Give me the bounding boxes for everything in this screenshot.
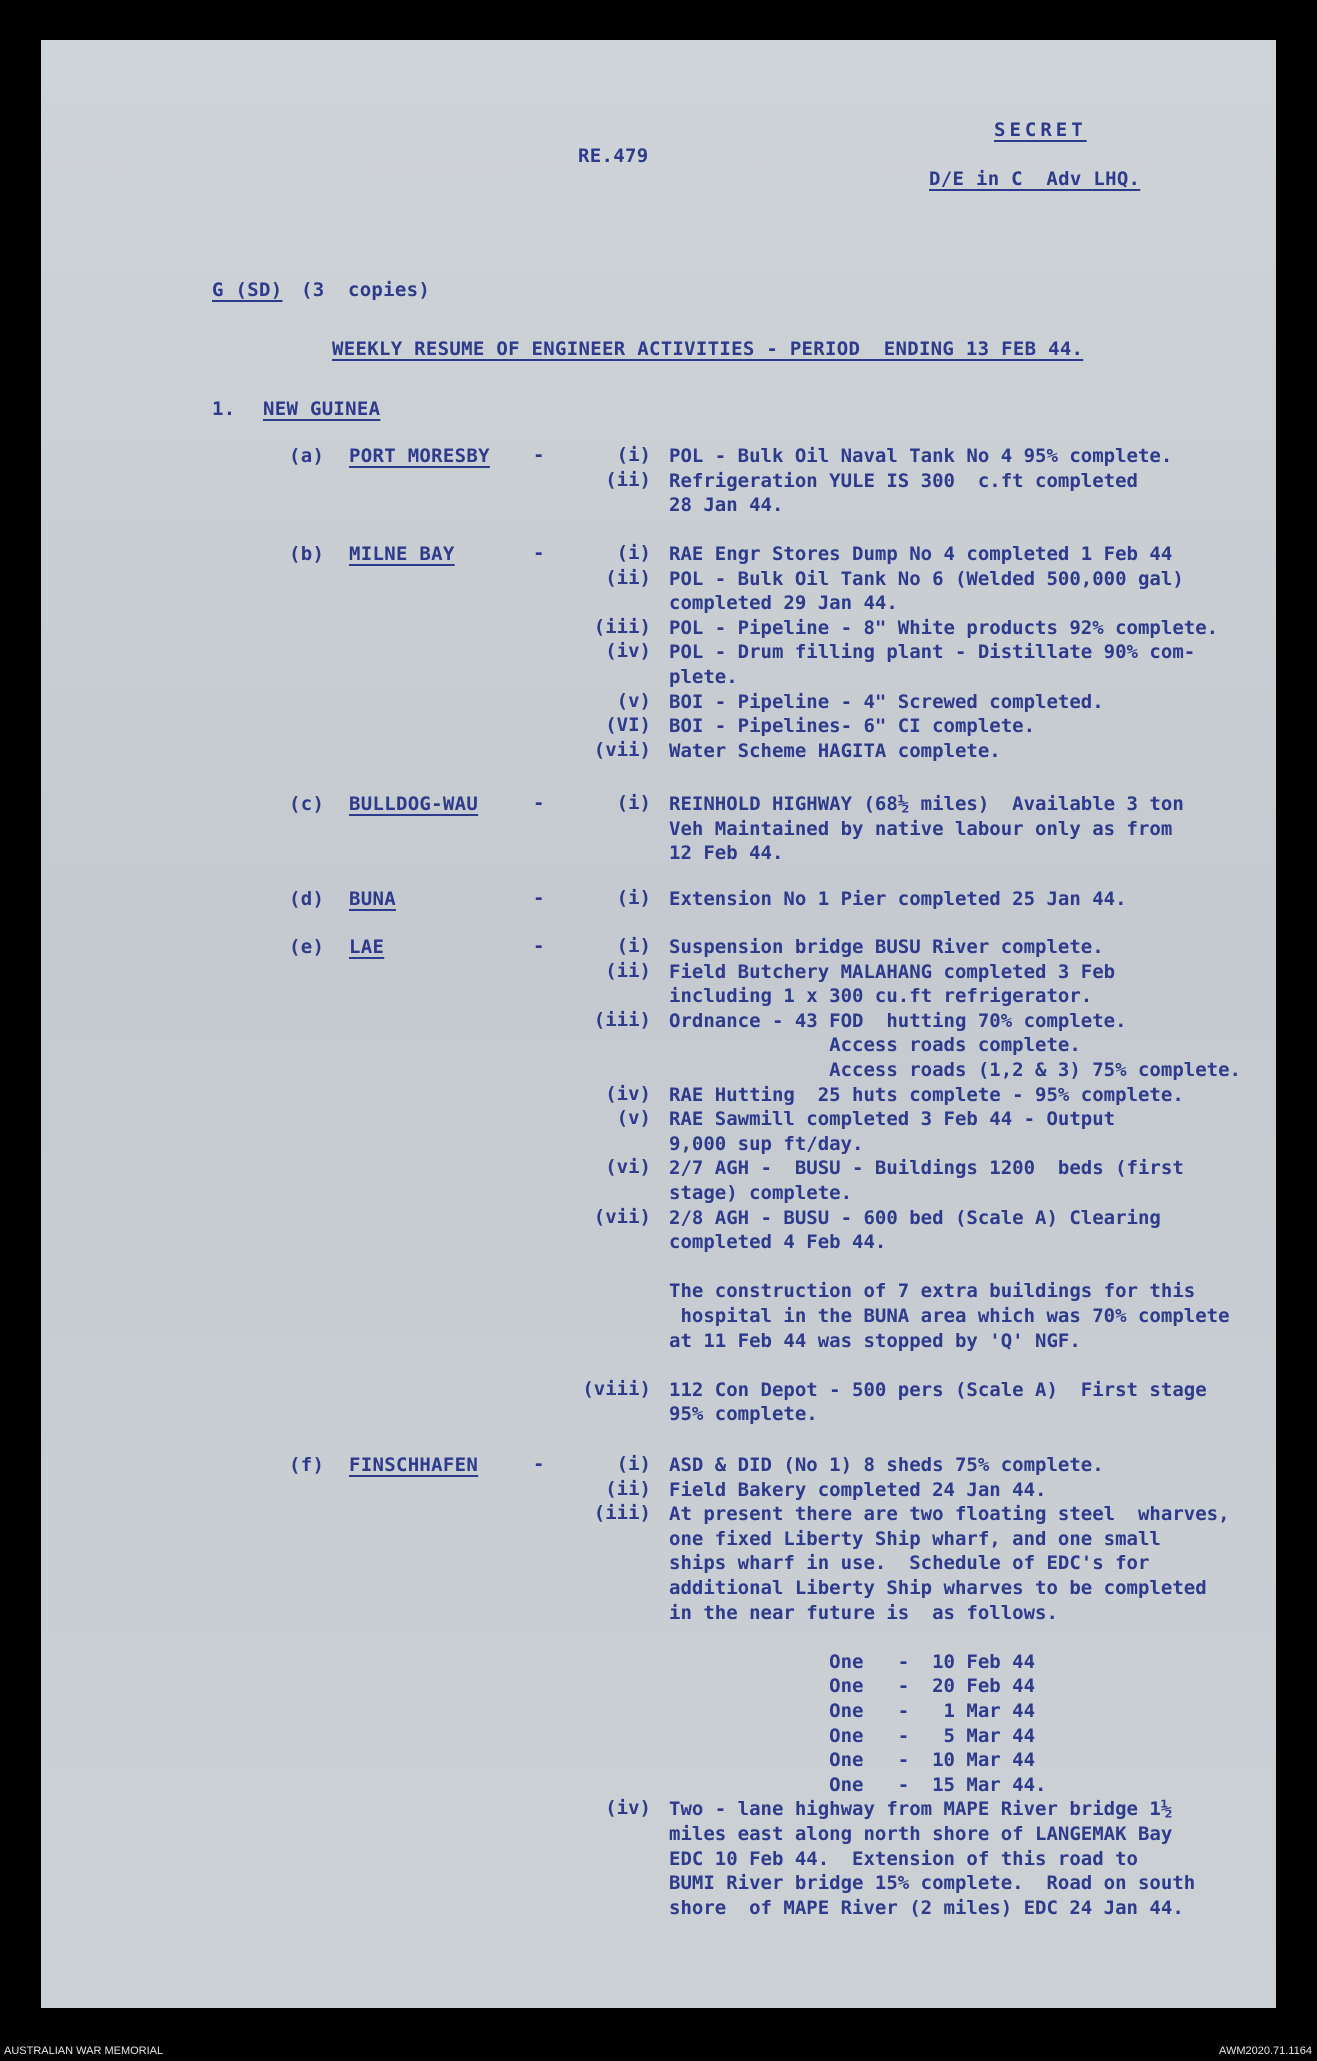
place-dash: - — [533, 887, 545, 909]
item-number: (viii) — [582, 1377, 651, 1400]
item-line: One - 10 Mar 44 — [669, 1749, 1036, 1772]
item-line: shore of MAPE River (2 miles) EDC 24 Jan 44. — [669, 1896, 1184, 1919]
place-letter: (e) — [289, 936, 325, 958]
item-line: One - 20 Feb 44 — [669, 1675, 1036, 1698]
item-line — [669, 1255, 1269, 1280]
item-number: (v) — [616, 689, 651, 712]
item-text — [669, 567, 1269, 616]
item-line: Extension No 1 Pier completed 25 Jan 44. — [669, 888, 1127, 910]
item-line: ASD & DID (No 1) 8 sheds 75% complete. — [669, 1454, 1104, 1476]
item-number: (i) — [616, 935, 651, 957]
item-line: additional Liberty Ship wharves to be completed — [669, 1576, 1207, 1599]
item-number: (vii) — [593, 1205, 651, 1228]
item-text — [669, 1206, 1269, 1354]
item-line: Two - lane highway from MAPE River bridge 1½ — [669, 1798, 1173, 1821]
item-text — [669, 640, 1269, 689]
item-text — [669, 1478, 1269, 1503]
item-number: (iii) — [593, 1008, 651, 1031]
item-line: One - 5 Mar 44 — [669, 1724, 1036, 1747]
item-number: (VI) — [605, 714, 651, 737]
item-line: Ordnance - 43 FOD hutting 70% complete. — [669, 1009, 1127, 1032]
place-name: PORT MORESBY — [349, 445, 490, 467]
item-text — [669, 792, 1269, 866]
item-text — [669, 1083, 1269, 1108]
item-line: stage) complete. — [669, 1181, 853, 1204]
place-dash: - — [533, 444, 545, 466]
place-dash: - — [533, 792, 545, 814]
item-line: 112 Con Depot - 500 pers (Scale A) First stage — [669, 1378, 1207, 1401]
item-line: Refrigeration YULE IS 300 c.ft completed — [669, 469, 1138, 492]
place-name: LAE — [349, 936, 385, 958]
item-line: One - 15 Mar 44. — [669, 1773, 1047, 1796]
reference-number: RE.479 — [578, 145, 649, 167]
item-line: RAE Engr Stores Dump No 4 completed 1 Feb 44 — [669, 543, 1173, 565]
item-line: BOI - Pipeline - 4" Screwed completed. — [669, 690, 1104, 713]
item-text — [669, 935, 1269, 960]
place-name: FINSCHHAFEN — [349, 1454, 479, 1476]
item-text — [669, 542, 1269, 567]
item-line: in the near future is as follows. — [669, 1601, 1058, 1624]
item-text — [669, 960, 1269, 1009]
item-number: (v) — [616, 1107, 651, 1130]
item-number: (i) — [616, 887, 651, 909]
item-text — [669, 1009, 1269, 1083]
item-line: One - 10 Feb 44 — [669, 1650, 1036, 1673]
item-text — [669, 739, 1269, 764]
place-letter: (d) — [289, 888, 325, 910]
place-name: BULLDOG-WAU — [349, 793, 479, 815]
item-text — [669, 444, 1269, 469]
item-line: one fixed Liberty Ship wharf, and one small — [669, 1527, 1161, 1550]
place-letter: (c) — [289, 793, 325, 815]
item-text — [669, 1502, 1269, 1797]
item-line: hospital in the BUNA area which was 70% complete — [669, 1304, 1230, 1327]
place-dash: - — [533, 1453, 545, 1475]
item-number: (i) — [616, 792, 651, 814]
place-name: MILNE BAY — [349, 543, 455, 565]
item-number: (ii) — [605, 566, 651, 589]
item-line: Field Butchery MALAHANG completed 3 Feb — [669, 960, 1116, 983]
footer-accession: AWM2020.71.1164 — [1219, 2045, 1312, 2057]
place-dash: - — [533, 542, 545, 564]
item-line: Access roads complete. — [669, 1034, 1081, 1057]
document-page — [41, 40, 1276, 2008]
addressee: G (SD) — [212, 279, 283, 301]
place-dash: - — [533, 935, 545, 957]
section-number: 1. — [212, 398, 236, 420]
item-text — [669, 887, 1269, 912]
office-label: D/E in C Adv LHQ. — [929, 168, 1141, 190]
item-line — [669, 1625, 1269, 1650]
classification-label: SECRET — [994, 119, 1087, 141]
item-text — [669, 616, 1269, 641]
item-text — [669, 1797, 1269, 1920]
item-line: 9,000 sup ft/day. — [669, 1132, 864, 1155]
item-line: Access roads (1,2 & 3) 75% complete. — [669, 1058, 1241, 1081]
item-text — [669, 469, 1269, 518]
item-line: Veh Maintained by native labour only as from — [669, 817, 1173, 840]
item-line: RAE Sawmill completed 3 Feb 44 - Output — [669, 1108, 1116, 1131]
item-line: REINHOLD HIGHWAY (68½ miles) Available 3 ton — [669, 793, 1184, 815]
item-line: POL - Bulk Oil Tank No 6 (Welded 500,000 gal) — [669, 567, 1184, 590]
item-line: including 1 x 300 cu.ft refrigerator. — [669, 985, 1093, 1008]
place-letter: (f) — [289, 1454, 325, 1476]
item-number: (iv) — [605, 1082, 651, 1105]
place-name: BUNA — [349, 888, 396, 910]
item-line: Suspension bridge BUSU River complete. — [669, 936, 1104, 958]
item-text — [669, 1453, 1269, 1478]
archive-footer — [0, 2040, 1317, 2061]
item-number: (vi) — [605, 1156, 651, 1179]
item-line: POL - Bulk Oil Naval Tank No 4 95% complete. — [669, 445, 1173, 467]
item-number: (ii) — [605, 468, 651, 491]
item-text — [669, 1378, 1269, 1427]
item-line: EDC 10 Feb 44. Extension of this road to — [669, 1847, 1138, 1870]
item-number: (ii) — [605, 959, 651, 982]
item-line: BUMI River bridge 15% complete. Road on south — [669, 1872, 1196, 1895]
item-line: POL - Drum filling plant - Distillate 90% com- — [669, 641, 1196, 664]
document-title: WEEKLY RESUME OF ENGINEER ACTIVITIES - PERIOD ENDING 13 FEB 44. — [332, 338, 1084, 360]
item-line: ships wharf in use. Schedule of EDC's for — [669, 1552, 1150, 1575]
item-line: Water Scheme HAGITA complete. — [669, 739, 1001, 762]
item-line: Field Bakery completed 24 Jan 44. — [669, 1478, 1047, 1501]
item-line: RAE Hutting 25 huts complete - 95% complete. — [669, 1083, 1184, 1106]
item-number: (i) — [616, 444, 651, 466]
item-text — [669, 1156, 1269, 1205]
item-line: BOI - Pipelines- 6" CI complete. — [669, 715, 1036, 738]
item-number: (i) — [616, 542, 651, 564]
item-number: (iii) — [593, 615, 651, 638]
place-letter: (a) — [289, 445, 325, 467]
item-number: (iii) — [593, 1502, 651, 1525]
item-line: completed 4 Feb 44. — [669, 1231, 887, 1254]
item-number: (iv) — [605, 1797, 651, 1820]
item-line: at 11 Feb 44 was stopped by 'Q' NGF. — [669, 1329, 1081, 1352]
item-line: 95% complete. — [669, 1403, 818, 1426]
item-line: 12 Feb 44. — [669, 842, 784, 865]
item-line: 28 Jan 44. — [669, 494, 784, 517]
item-number: (iv) — [605, 640, 651, 663]
section-name: NEW GUINEA — [263, 398, 381, 420]
item-number: (i) — [616, 1453, 651, 1475]
item-line: At present there are two floating steel wharves, — [669, 1503, 1230, 1526]
footer-source: AUSTRALIAN WAR MEMORIAL — [4, 2045, 164, 2057]
item-number: (vii) — [593, 738, 651, 761]
place-letter: (b) — [289, 543, 325, 565]
item-text — [669, 714, 1269, 739]
item-line: One - 1 Mar 44 — [669, 1699, 1036, 1722]
item-line: plete. — [669, 665, 738, 688]
item-line: completed 29 Jan 44. — [669, 592, 898, 615]
item-line: miles east along north shore of LANGEMAK Bay — [669, 1822, 1173, 1845]
item-line: The construction of 7 extra buildings for this — [669, 1280, 1196, 1303]
item-number: (ii) — [605, 1477, 651, 1500]
item-line: 2/7 AGH - BUSU - Buildings 1200 beds (first — [669, 1157, 1184, 1180]
item-line: 2/8 AGH - BUSU - 600 bed (Scale A) Clearing — [669, 1206, 1161, 1229]
item-text — [669, 1107, 1269, 1156]
item-text — [669, 690, 1269, 715]
copies-note: (3 copies) — [301, 279, 431, 301]
item-line: POL - Pipeline - 8" White products 92% complete. — [669, 616, 1219, 639]
